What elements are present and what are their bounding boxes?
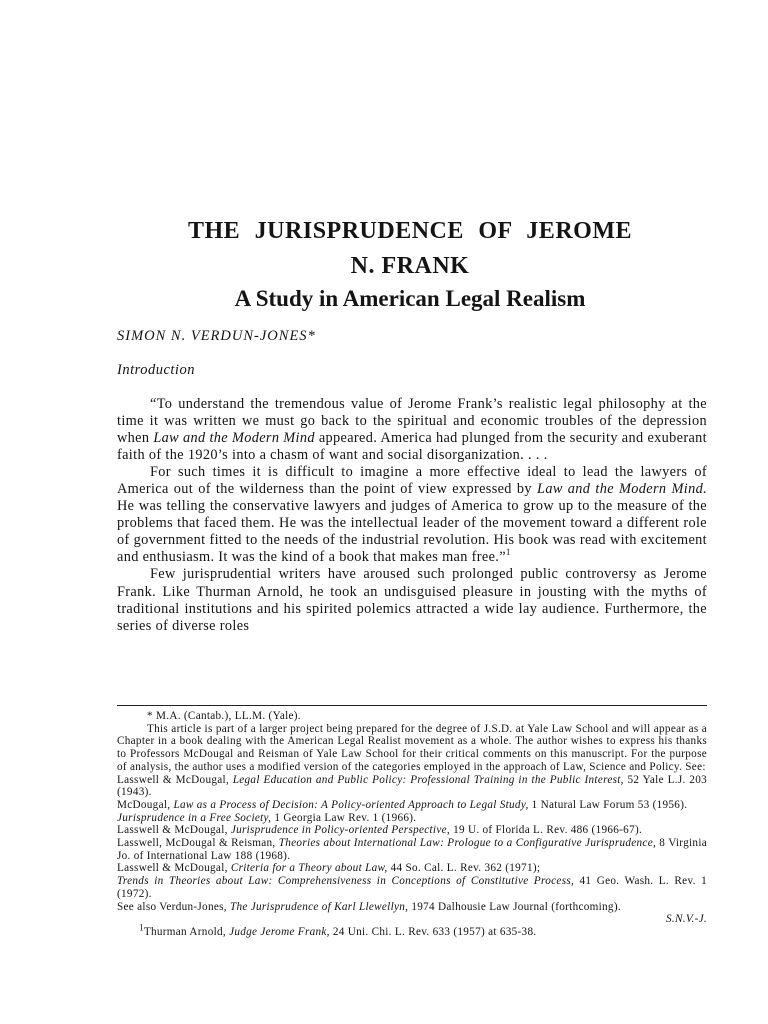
footnote-reference: Lasswell & McDougal, Jurisprudence in Policy-oriented Perspective, 19 U. of Florida L. Rev. 486 (1966-67). (117, 824, 643, 837)
footnote-reference: Lasswell & McDougal, Criteria for a Theory about Law, 44 So. Cal. L. Rev. 362 (1971); (117, 862, 541, 875)
footnote-1: $^1$Thurman Arnold, Judge Jerome Frank, 24 Uni. Chi. L. Rev. 633 (1957) at 635-38. (139, 922, 537, 938)
article-body (117, 396, 707, 635)
footnote-reference: Trends in Theories about Law: Comprehensiveness in Conceptions of Constitutive Process, 41 Geo. Wash. L. Rev. 1 (1972). (117, 875, 707, 900)
article-title-line-2: N. FRANK (350, 253, 470, 279)
book-title: Law and the Modern Mind. (537, 481, 707, 498)
author-name: SIMON N. VERDUN-JONES* (117, 328, 316, 344)
footnotes (117, 710, 707, 939)
footnote-author-credentials: * M.A. (Cantab.), LL.M. (Yale). (147, 710, 301, 722)
footnote-divider (117, 705, 707, 706)
body-paragraph: Few jurisprudential writers have aroused such prolonged public controversy as Jerome Frank. Like Thurman Arnold, he took an undisguised pleasure in jousting with the myths of traditional institutions and his spirited polemics attracted a wide lay audience. Furthermore, the series of diverse roles (117, 566, 707, 634)
section-heading: Introduction (117, 362, 195, 378)
body-paragraph: “To understand the tremendous value of Jerome Frank’s realistic legal philosophy at the time it was written we must go back to the spiritual and economic troubles of the depression when Law and the Modern Mind appeared. America had plunged from the security and exuberant faith of the 1920’s into a chasm of want and social disorganization. . . . (117, 396, 707, 464)
footnote-reference: See also Verdun-Jones, The Jurisprudence of Karl Llewellyn, 1974 Dalhousie Law Journal (forthcoming). (117, 900, 621, 913)
footnote-reference: Jurisprudence in a Free Society, 1 Georgia Law Rev. 1 (1966). (117, 811, 417, 824)
article-title-line-1: THE JURISPRUDENCE OF JEROME (188, 218, 632, 244)
footnote-reference: McDougal, Law as a Process of Decision: A Policy-oriented Approach to Legal Study, 1 Natural Law Forum 53 (1956). (117, 798, 688, 811)
footnote-reference: Lasswell, McDougal & Reisman, Theories about International Law: Prologue to a Configurative Jurisprudence, 8 Virginia Jo. of International Law 188 (1968). (117, 837, 708, 862)
footnote-ref[interactable]: 1 (505, 547, 511, 558)
body-paragraph: For such times it is difficult to imagine a more effective ideal to lead the lawyers of America out of the wilderness than the point of view expressed by Law and the Modern Mind. He was telling the conservative lawyers and judges of America to grow up to the measure of the problems that faced them. He was the intellectual leader of the movement toward a different role of government fitted to the needs of the industrial revolution. His book was read with excitement and enthusiasm. It was the kind of a book that makes man free.”$^1$ (117, 464, 707, 566)
footnote-text: This article is part of a larger project being prepared for the degree of J.S.D. at Yale Law School and will appear as a Chapter in a book dealing with the American Legal Realist movement as a whole. The author wishes to express his thanks to Professors McDougal and Reisman of Yale Law School for their critical comments on this manuscript. For the purpose of analysis, the author uses a modified version of the categories employed in the approach of Law, Science and Policy. See: (117, 722, 707, 773)
article-subtitle: A Study in American Legal Realism (234, 286, 586, 311)
footnote-number: 1 (139, 922, 144, 933)
book-title: Law and the Modern Mind (153, 430, 315, 447)
footnote-reference: Lasswell & McDougal, Legal Education and Public Policy: Professional Training in the Public Interest, 52 Yale L.J. 203 (1943). (117, 773, 707, 799)
author-initials: S.N.V.-J. (665, 913, 707, 926)
